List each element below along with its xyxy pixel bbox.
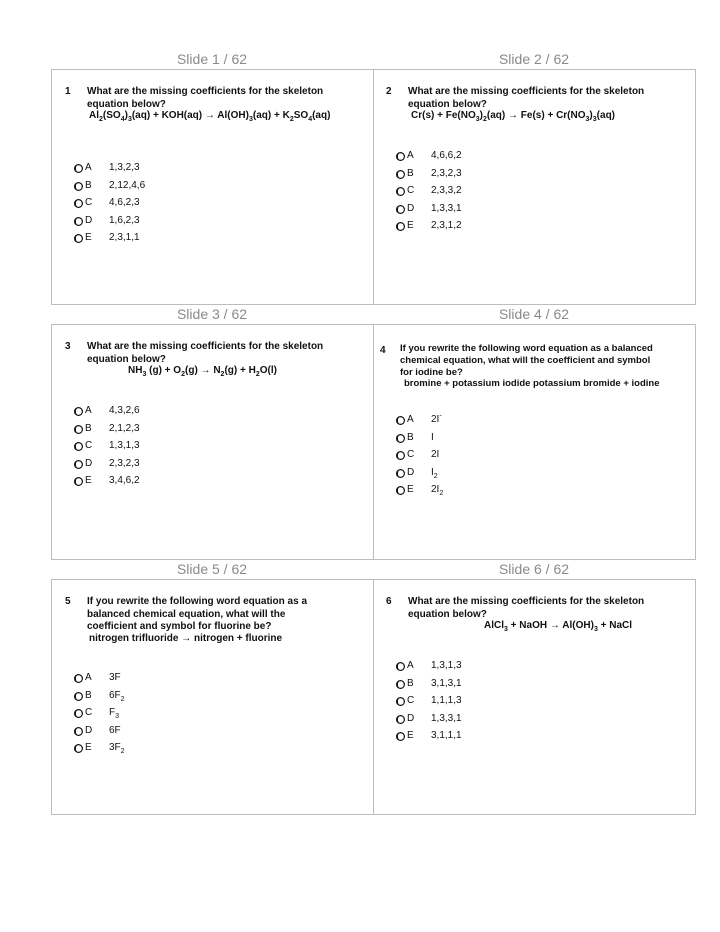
radio-icon[interactable] bbox=[396, 715, 405, 726]
option-letter: E bbox=[85, 232, 92, 243]
option-value: 2,3,2,3 bbox=[431, 167, 462, 179]
option-letter: B bbox=[85, 422, 92, 434]
equation: $Al_2(SO_4)_3(aq) + KOH(aq) \to Al(OH)_3(aq) + K_2SO_4(aq)$ bbox=[89, 110, 331, 123]
radio-icon[interactable] bbox=[74, 692, 83, 703]
option-value: 2,3,1,2 bbox=[431, 220, 462, 231]
slide-label: Slide 5 / 62 bbox=[176, 561, 248, 577]
option-letter: E bbox=[407, 730, 414, 741]
option-value: 4,3,2,6 bbox=[109, 405, 140, 416]
option-value: 2,3,3,2 bbox=[431, 185, 462, 196]
option-letter: B bbox=[85, 689, 92, 701]
radio-icon[interactable] bbox=[74, 460, 83, 471]
slide-card-6 bbox=[373, 579, 696, 815]
radio-icon[interactable] bbox=[74, 674, 83, 685]
option-value: $F_3$ bbox=[109, 707, 120, 720]
question-number: 5 bbox=[65, 596, 71, 607]
question-number: 6 bbox=[386, 596, 392, 607]
radio-icon[interactable] bbox=[396, 416, 405, 427]
option-value: 4,6,6,2 bbox=[431, 150, 462, 161]
question-line: equation below? bbox=[87, 353, 166, 365]
option-value: 1,3,3,1 bbox=[431, 712, 462, 724]
option-value: $2I_2$ bbox=[431, 484, 444, 497]
option-letter: D bbox=[407, 466, 415, 478]
option-value: 2I- bbox=[431, 412, 442, 425]
equation: $Cr(s) + Fe(NO_3)_2(aq) \to Fe(s) + Cr(NO_3)_3(aq)$ bbox=[411, 110, 616, 123]
slide-label: Slide 1 / 62 bbox=[176, 51, 248, 67]
option-letter: A bbox=[407, 150, 414, 161]
question-line: What are the missing coefficients for the skeleton bbox=[408, 86, 645, 97]
question-line: equation below? bbox=[408, 98, 487, 110]
option-value: 1,3,2,3 bbox=[109, 162, 140, 173]
question-number: 4 bbox=[380, 345, 386, 356]
option-letter: D bbox=[407, 712, 415, 724]
radio-icon[interactable] bbox=[396, 469, 405, 480]
question-line: equation below? bbox=[87, 98, 166, 110]
radio-icon[interactable] bbox=[74, 744, 83, 755]
option-letter: D bbox=[85, 724, 93, 736]
option-value: I bbox=[431, 431, 434, 443]
question-line: equation below? bbox=[408, 608, 487, 620]
question-line: What are the missing coefficients for the skeleton bbox=[408, 596, 645, 607]
slide-label: Slide 3 / 62 bbox=[176, 306, 248, 322]
option-value: 3,4,6,2 bbox=[109, 475, 140, 486]
radio-icon[interactable] bbox=[74, 199, 83, 210]
slide-label: Slide 2 / 62 bbox=[498, 51, 570, 67]
radio-icon[interactable] bbox=[396, 486, 405, 497]
option-value: 1,1,1,3 bbox=[431, 695, 462, 706]
slide-label: Slide 4 / 62 bbox=[498, 306, 570, 322]
radio-icon[interactable] bbox=[74, 442, 83, 453]
option-letter: A bbox=[407, 660, 414, 671]
option-value: 6F bbox=[109, 724, 121, 736]
option-letter: E bbox=[85, 742, 92, 753]
slide-card-2 bbox=[373, 69, 696, 305]
radio-icon[interactable] bbox=[74, 425, 83, 436]
option-letter: A bbox=[85, 162, 92, 173]
option-letter: D bbox=[407, 202, 415, 214]
option-letter: D bbox=[85, 457, 93, 469]
radio-icon[interactable] bbox=[396, 451, 405, 462]
equation: $NH_3$ $(g) + O_2(g) \to N_2(g) + H_2O(l)$ bbox=[128, 365, 277, 378]
question-number: 2 bbox=[386, 86, 392, 97]
radio-icon[interactable] bbox=[396, 205, 405, 216]
equation: bromine + potassium iodide potassium bromide + iodine bbox=[404, 378, 660, 389]
option-value: 3F bbox=[109, 672, 121, 683]
option-letter: D bbox=[85, 214, 93, 226]
question-line: If you rewrite the following word equation as a balanced bbox=[400, 343, 653, 354]
slide-card-1 bbox=[51, 69, 374, 305]
slide-label: Slide 6 / 62 bbox=[498, 561, 570, 577]
option-letter: C bbox=[85, 197, 93, 208]
radio-icon[interactable] bbox=[396, 152, 405, 163]
option-value: 1,3,1,3 bbox=[431, 660, 462, 671]
equation: AlCl$_3$ + NaOH → $Al(OH)_3$ + NaCl bbox=[484, 620, 633, 633]
option-value: 2,3,2,3 bbox=[109, 457, 140, 469]
question-line: for iodine be? bbox=[400, 367, 463, 378]
radio-icon[interactable] bbox=[396, 697, 405, 708]
question-line: What are the missing coefficients for the skeleton bbox=[87, 86, 324, 97]
option-letter: B bbox=[407, 167, 414, 179]
option-value: 3,1,3,1 bbox=[431, 677, 462, 689]
question-text bbox=[408, 596, 683, 621]
option-letter: A bbox=[85, 405, 92, 416]
option-letter: B bbox=[407, 677, 414, 689]
option-letter: E bbox=[407, 220, 414, 231]
question-text bbox=[87, 86, 357, 111]
radio-icon[interactable] bbox=[396, 434, 405, 445]
option-letter: C bbox=[407, 185, 415, 196]
option-letter: B bbox=[407, 431, 414, 443]
radio-icon[interactable] bbox=[396, 732, 405, 743]
question-text bbox=[87, 341, 357, 366]
option-letter: C bbox=[85, 707, 93, 718]
option-value: 2,3,1,1 bbox=[109, 232, 140, 243]
equation: nitrogen trifluoride → nitrogen + fluorine bbox=[89, 633, 283, 644]
option-value: 1,6,2,3 bbox=[109, 214, 140, 226]
option-letter: E bbox=[85, 475, 92, 486]
radio-icon[interactable] bbox=[74, 477, 83, 488]
option-letter: E bbox=[407, 484, 414, 495]
question-text bbox=[87, 596, 357, 634]
option-value: $I_2$ bbox=[431, 466, 438, 480]
radio-icon[interactable] bbox=[74, 182, 83, 193]
radio-icon[interactable] bbox=[396, 662, 405, 673]
question-text bbox=[408, 86, 683, 111]
radio-icon[interactable] bbox=[396, 222, 405, 233]
question-line: chemical equation, what will the coefficient and symbol bbox=[400, 355, 651, 366]
question-number: 3 bbox=[65, 341, 71, 352]
radio-icon[interactable] bbox=[74, 709, 83, 720]
option-value: 1,3,3,1 bbox=[431, 202, 462, 214]
radio-icon[interactable] bbox=[396, 680, 405, 691]
radio-icon[interactable] bbox=[74, 234, 83, 245]
option-value: 1,3,1,3 bbox=[109, 440, 140, 451]
option-value: 2I bbox=[431, 449, 440, 460]
radio-icon[interactable] bbox=[74, 164, 83, 175]
option-value: 4,6,2,3 bbox=[109, 197, 140, 208]
question-line: coefficient and symbol for fluorine be? bbox=[87, 621, 272, 632]
question-number: 1 bbox=[65, 86, 71, 97]
radio-icon[interactable] bbox=[74, 407, 83, 418]
slide-card-3 bbox=[51, 324, 374, 560]
radio-icon[interactable] bbox=[396, 170, 405, 181]
option-letter: C bbox=[407, 695, 415, 706]
slide-card-5 bbox=[51, 579, 374, 815]
question-line: What are the missing coefficients for the skeleton bbox=[87, 341, 324, 352]
option-value: 3,1,1,1 bbox=[431, 730, 462, 741]
option-value: 2,12,4,6 bbox=[109, 179, 146, 191]
option-letter: B bbox=[85, 179, 92, 191]
option-letter: A bbox=[407, 414, 414, 425]
radio-icon[interactable] bbox=[74, 727, 83, 738]
option-value: 2,1,2,3 bbox=[109, 422, 140, 434]
option-value: $6F_2$ bbox=[109, 689, 125, 703]
option-letter: C bbox=[407, 449, 415, 460]
option-value: $3F_2$ bbox=[109, 742, 125, 755]
option-letter: C bbox=[85, 440, 93, 451]
option-letter: A bbox=[85, 672, 92, 683]
question-line: balanced chemical equation, what will the bbox=[87, 608, 286, 620]
radio-icon[interactable] bbox=[396, 187, 405, 198]
radio-icon[interactable] bbox=[74, 217, 83, 228]
question-line: If you rewrite the following word equation as a bbox=[87, 596, 308, 607]
slide-card-4 bbox=[373, 324, 696, 560]
question-text bbox=[400, 343, 690, 379]
